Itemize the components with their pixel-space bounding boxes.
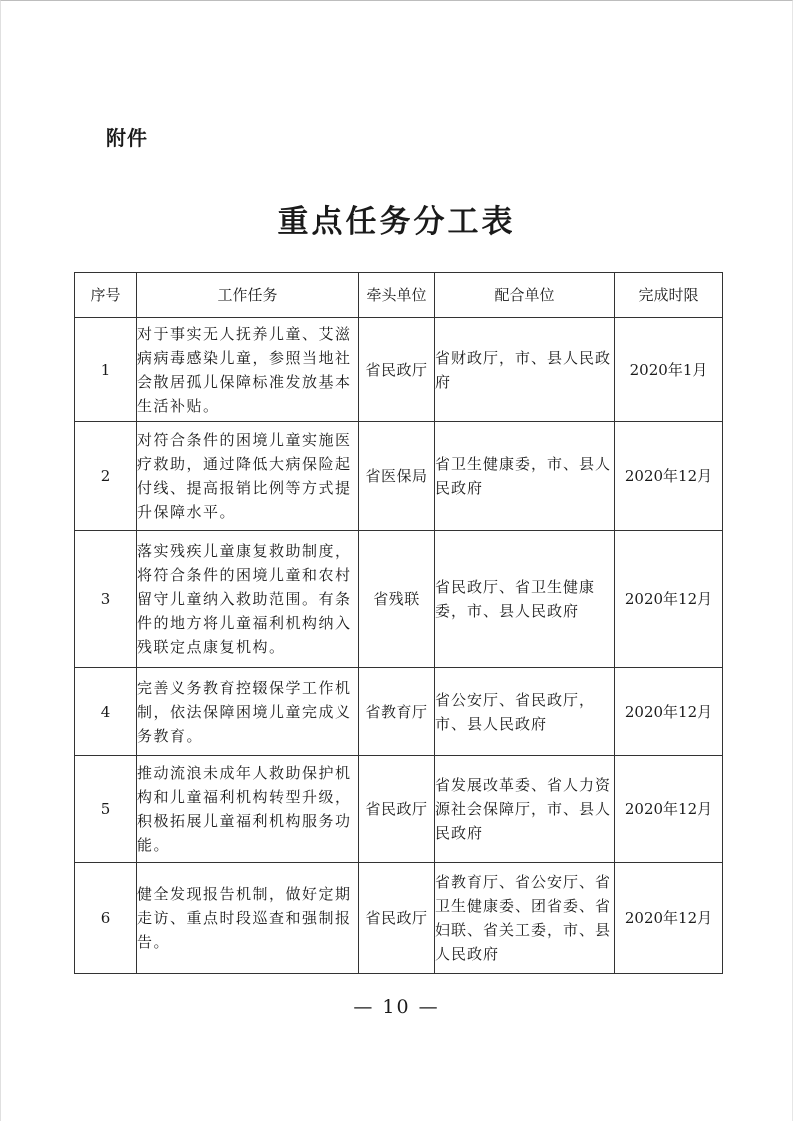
header-deadline: 完成时限 — [615, 273, 723, 318]
row-task: 对符合条件的困境儿童实施医疗救助，通过降低大病保险起付线、提高报销比例等方式提升保障水平。 — [137, 422, 359, 531]
row-task: 落实残疾儿童康复救助制度，将符合条件的困境儿童和农村留守儿童纳入救助范围。有条件的地方将儿童福利机构纳入残联定点康复机构。 — [137, 531, 359, 668]
table-row — [75, 318, 723, 422]
row-num: 4 — [75, 668, 137, 756]
row-num: 1 — [75, 318, 137, 422]
row-num: 2 — [75, 422, 137, 531]
row-task: 对于事实无人抚养儿童、艾滋病病毒感染儿童，参照当地社会散居孤儿保障标准发放基本生活补贴。 — [137, 318, 359, 422]
header-num: 序号 — [75, 273, 137, 318]
header-lead: 牵头单位 — [359, 273, 435, 318]
row-lead: 省医保局 — [359, 422, 435, 531]
table-row — [75, 668, 723, 756]
row-deadline: 2020年1月 — [615, 318, 723, 422]
row-coop: 省公安厅、省民政厅，市、县人民政府 — [435, 668, 615, 756]
row-coop: 省财政厅，市、县人民政府 — [435, 318, 615, 422]
row-task: 推动流浪未成年人救助保护机构和儿童福利机构转型升级，积极拓展儿童福利机构服务功能。 — [137, 756, 359, 863]
row-task: 健全发现报告机制，做好定期走访、重点时段巡查和强制报告。 — [137, 863, 359, 974]
row-lead: 省教育厅 — [359, 668, 435, 756]
row-deadline: 2020年12月 — [615, 422, 723, 531]
row-lead: 省民政厅 — [359, 318, 435, 422]
row-deadline: 2020年12月 — [615, 863, 723, 974]
header-coop: 配合单位 — [435, 273, 615, 318]
row-lead: 省民政厅 — [359, 863, 435, 974]
row-lead: 省残联 — [359, 531, 435, 668]
row-num: 6 — [75, 863, 137, 974]
table-header-row — [75, 273, 723, 318]
row-lead: 省民政厅 — [359, 756, 435, 863]
row-task: 完善义务教育控辍保学工作机制，依法保障困境儿童完成义务教育。 — [137, 668, 359, 756]
row-coop: 省教育厅、省公安厅、省卫生健康委、团省委、省妇联、省关工委，市、县人民政府 — [435, 863, 615, 974]
page-number: — 10 — — [353, 996, 440, 1018]
row-coop: 省卫生健康委，市、县人民政府 — [435, 422, 615, 531]
table-row — [75, 422, 723, 531]
page-title: 重点任务分工表 — [277, 204, 516, 240]
row-deadline: 2020年12月 — [615, 668, 723, 756]
row-coop: 省民政厅、省卫生健康委，市、县人民政府 — [435, 531, 615, 668]
row-num: 5 — [75, 756, 137, 863]
row-deadline: 2020年12月 — [615, 756, 723, 863]
row-deadline: 2020年12月 — [615, 531, 723, 668]
attachment-label: 附件 — [106, 126, 148, 150]
table-row — [75, 863, 723, 974]
task-table — [74, 272, 723, 974]
header-task: 工作任务 — [137, 273, 359, 318]
table-row — [75, 531, 723, 668]
row-num: 3 — [75, 531, 137, 668]
row-coop: 省发展改革委、省人力资源社会保障厅，市、县人民政府 — [435, 756, 615, 863]
table-row — [75, 756, 723, 863]
